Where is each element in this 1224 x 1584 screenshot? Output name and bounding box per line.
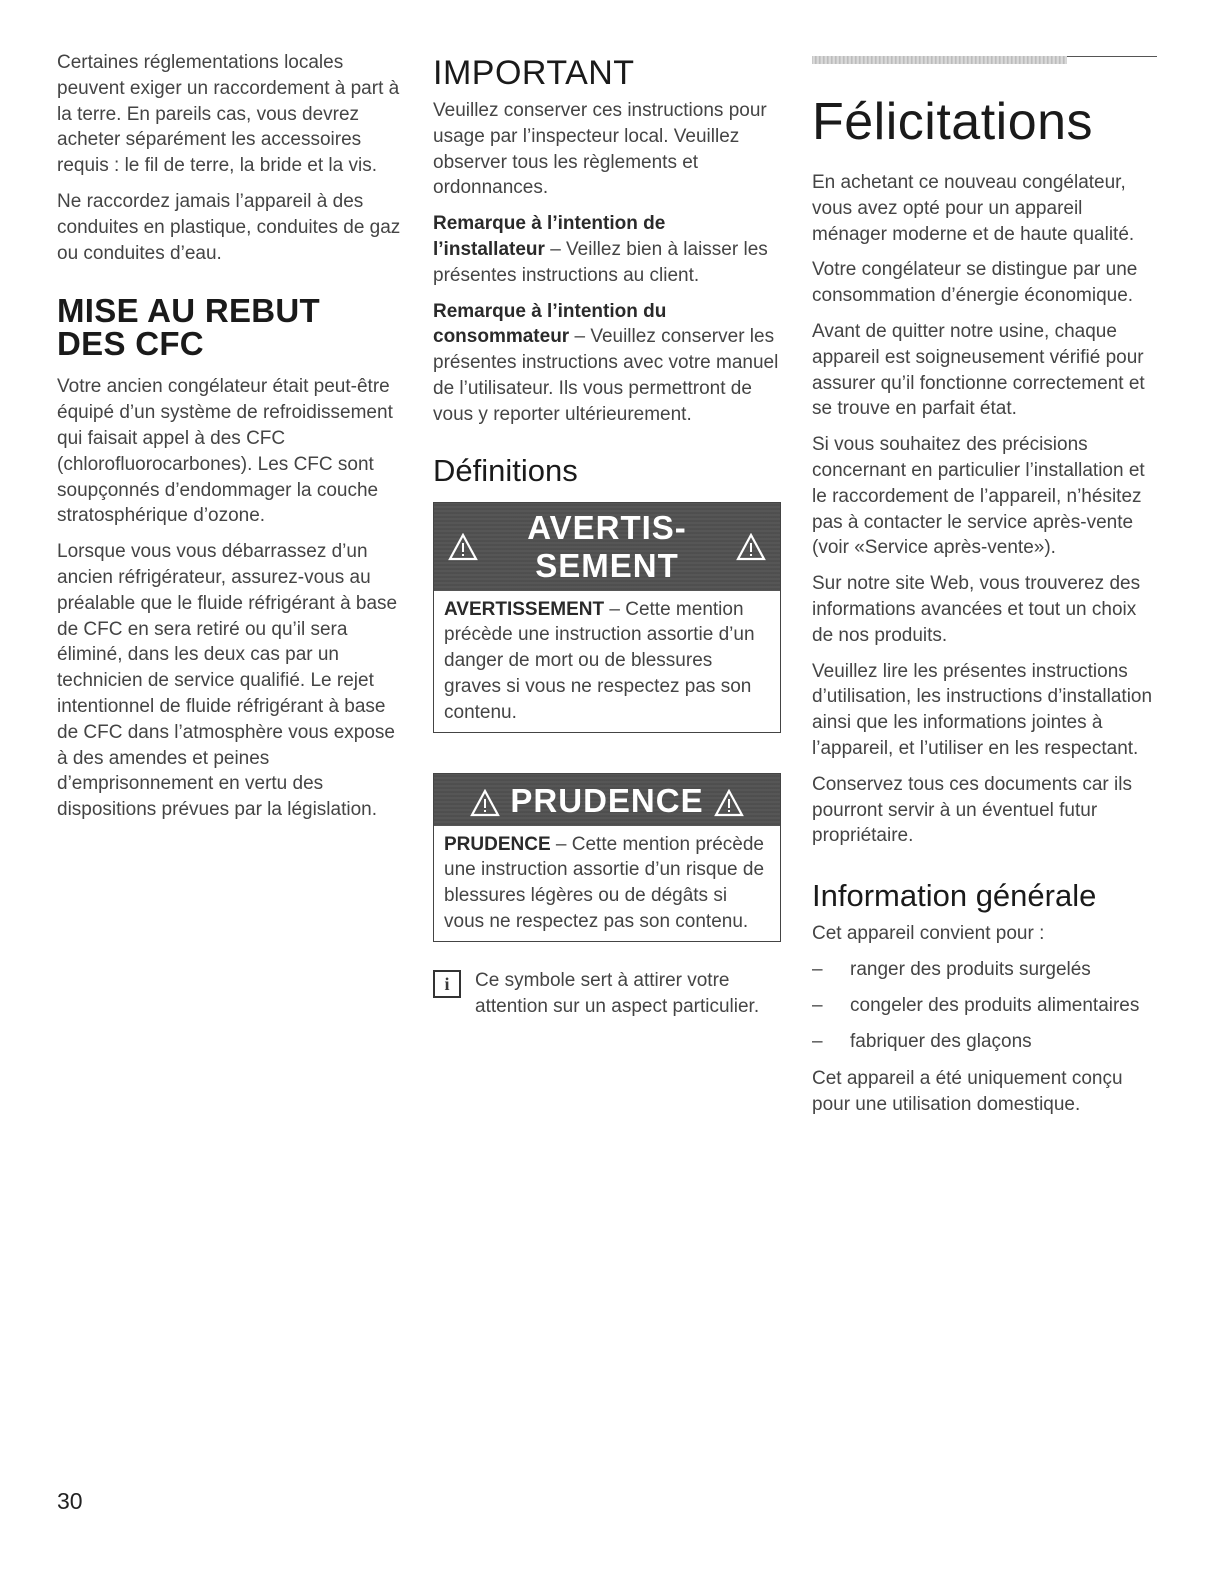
warning-header-line: SEMENT: [535, 546, 679, 584]
column-right: [812, 50, 1160, 1128]
warning-triangle-icon: [736, 533, 766, 561]
heading-line: MISE AU REBUT: [57, 292, 321, 330]
paragraph-closing: Cet appareil a été uniquement conçu pour une utilisation domestique.: [812, 1068, 1123, 1116]
warning-header-text: [494, 509, 720, 585]
column-middle: [433, 50, 781, 1019]
warning-label: AVERTISSEMENT: [444, 598, 605, 620]
list-item: – fabriquer des glaçons: [812, 1030, 1032, 1052]
info-icon: i: [433, 970, 461, 998]
column-left: [57, 50, 402, 833]
heading-important: IMPORTANT: [433, 54, 635, 92]
caution-header-text: [434, 782, 780, 820]
paragraph-important: Veuillez conserver ces instructions pour usage par l’inspecteur local. Veuillez observer tous les règlements et ordonnances.: [433, 100, 767, 199]
paragraph: Si vous souhaitez des précisions concernant en particulier l’installation et le raccordement de l’appareil, n’hésitez pas à contacter le service après-vente (voir «Service après-vente»).: [812, 434, 1145, 559]
warning-header: [434, 503, 780, 591]
paragraph: Sur notre site Web, vous trouverez des informations avancées et tout un choix de nos produits.: [812, 573, 1141, 646]
paragraph-cfc-removal: Lorsque vous vous débarrassez d’un ancien réfrigérateur, assurez-vous au préalable que le fluide réfrigérant à base de CFC en sera retiré ou qu’il sera éliminé, dans les deux cas par un technicien de service qualifié. Le rejet intentionnel de fluide réfrigérant à base de CFC dans l’atmosphère vous expose à des amendes et peines d’emprisonnement en vertu des dispositions prévues par la législation.: [57, 541, 398, 821]
heading-general-information: Information générale: [812, 878, 1097, 914]
heading-line: DES CFC: [57, 325, 204, 363]
note-consumer-label: Remarque à l’intention du consommateur: [433, 300, 667, 348]
paragraph-general-intro: Cet appareil convient pour :: [812, 923, 1045, 945]
list-item: – ranger des produits surgelés: [812, 958, 1091, 980]
paragraph-cfc-old: Votre ancien congélateur était peut-être équipé d’un système de refroidissement qui faisait appel à des CFC (chlorofluorocarbones). Les CFC sont soupçonnés d’endommager la couche stratosphérique d’ozone.: [57, 376, 393, 527]
warning-header-line: AVERTIS-: [527, 508, 687, 546]
caution-box: [433, 773, 781, 942]
heading-definitions: Définitions: [433, 452, 578, 488]
heading-cfc-disposal: [57, 292, 402, 363]
warning-triangle-icon: [470, 789, 500, 817]
decorative-rule: [812, 56, 1157, 64]
warning-body: [434, 591, 780, 732]
page-number: 30: [57, 1488, 83, 1514]
caution-text: – Cette mention précède une instruction assortie d’un risque de blessures légères ou de dégâts si vous ne respectez pas son contenu.: [444, 833, 765, 932]
note-consumer: [433, 299, 781, 428]
paragraph: En achetant ce nouveau congélateur, vous avez opté pour un appareil ménager moderne et de haute qualité.: [812, 172, 1135, 245]
list-item: – congeler des produits alimentaires: [812, 994, 1140, 1016]
info-note: [433, 968, 781, 1020]
warning-text: – Cette mention précède une instruction assortie d’un danger de mort ou de blessures graves si vous ne respectez pas son contenu.: [444, 598, 755, 723]
paragraph-grounding: Certaines réglementations locales peuvent exiger un raccordement à part à la terre. En pareils cas, vous devrez acheter séparément les accessoires requis : le fil de terre, la bride et la vis.: [57, 52, 400, 177]
caution-header: [434, 774, 780, 826]
caution-label: PRUDENCE: [444, 833, 551, 855]
warning-box: [433, 502, 781, 733]
usage-list: [812, 957, 1160, 1054]
note-installer-text: – Veillez bien à laisser les présentes instructions au client.: [433, 238, 768, 286]
paragraph: Votre congélateur se distingue par une consommation d’énergie économique.: [812, 259, 1138, 307]
note-installer-label: Remarque à l’intention de l’installateur: [433, 213, 666, 260]
info-text: Ce symbole sert à attirer votre attention sur un aspect particulier.: [475, 969, 760, 1017]
warning-triangle-icon: [714, 789, 744, 817]
note-consumer-text: – Veuillez conserver les présentes instructions avec votre manuel de l’utilisateur. Ils vous permettront de vous y reporter ultérieurement.: [433, 326, 779, 425]
heading-felicitations: Félicitations: [812, 93, 1094, 151]
paragraph: Veuillez lire les présentes instructions d’utilisation, les instructions d’installation ainsi que les informations jointes à l’appareil, et l’utiliser en les respectant.: [812, 660, 1153, 759]
caution-body: [434, 826, 780, 941]
paragraph-no-plastic: Ne raccordez jamais l’appareil à des conduites en plastique, conduites de gaz ou conduites d’eau.: [57, 190, 401, 264]
paragraph: Avant de quitter notre usine, chaque appareil est soigneusement vérifié pour assurer qu’il fonctionne correctement et se trouve en parfait état.: [812, 320, 1145, 420]
paragraph: Conservez tous ces documents car ils pourront servir à un éventuel futur propriétaire.: [812, 773, 1132, 847]
note-installer: [433, 211, 781, 288]
caution-header-word: PRUDENCE: [510, 781, 704, 819]
warning-triangle-icon: [448, 533, 478, 561]
